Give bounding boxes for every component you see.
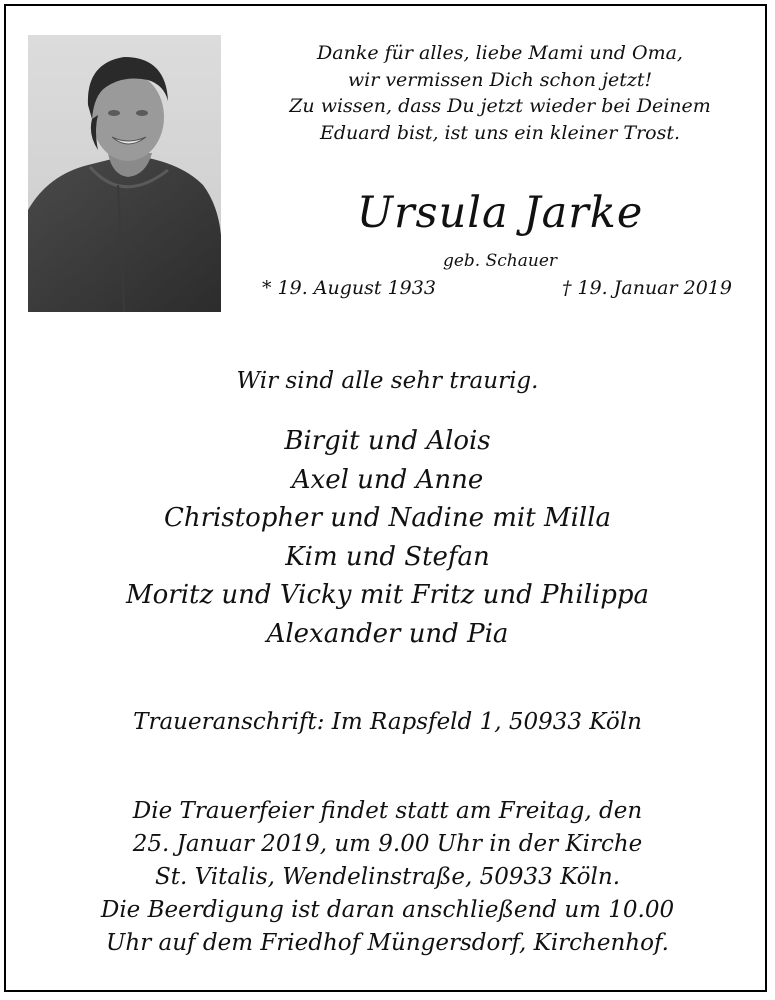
portrait-photo bbox=[28, 35, 221, 312]
verse-line: Danke für alles, liebe Mami und Oma, bbox=[317, 42, 683, 64]
service-line: Uhr auf dem Friedhof Müngersdorf, Kirchenhof. bbox=[106, 930, 669, 956]
service-details bbox=[0, 795, 775, 960]
service-line: Die Trauerfeier findet statt am Freitag, den bbox=[132, 798, 643, 824]
memorial-verse bbox=[245, 40, 755, 146]
service-line: Die Beerdigung ist daran anschließend um 10.00 bbox=[100, 897, 675, 923]
family-member: Christopher und Nadine mit Milla bbox=[163, 503, 612, 533]
death-date: † 19. Januar 2019 bbox=[561, 277, 732, 299]
mourning-line: Wir sind alle sehr traurig. bbox=[236, 368, 539, 394]
birth-date: * 19. August 1933 bbox=[262, 277, 436, 299]
family-member: Alexander und Pia bbox=[266, 618, 509, 649]
family-member: Birgit und Alois bbox=[284, 426, 491, 456]
family-list bbox=[0, 422, 775, 653]
life-dates bbox=[262, 275, 732, 301]
family-member: Axel und Anne bbox=[291, 464, 484, 495]
verse-line: Zu wissen, dass Du jetzt wieder bei Deinem bbox=[289, 95, 711, 117]
family-member: Moritz und Vicky mit Fritz und Philippa bbox=[126, 580, 649, 610]
deceased-name: Ursula Jarke bbox=[356, 188, 644, 238]
service-line: 25. Januar 2019, um 9.00 Uhr in der Kirche bbox=[132, 831, 643, 857]
birth-name: geb. Schauer bbox=[442, 251, 558, 271]
family-member: Kim und Stefan bbox=[285, 541, 490, 572]
mourning-address: Traueranschrift: Im Rapsfeld 1, 50933 Köln bbox=[133, 709, 642, 735]
service-line: St. Vitalis, Wendelinstraße, 50933 Köln. bbox=[154, 864, 621, 890]
verse-line: Eduard bist, ist uns ein kleiner Trost. bbox=[319, 121, 681, 144]
verse-line: wir vermissen Dich schon jetzt! bbox=[347, 68, 653, 91]
